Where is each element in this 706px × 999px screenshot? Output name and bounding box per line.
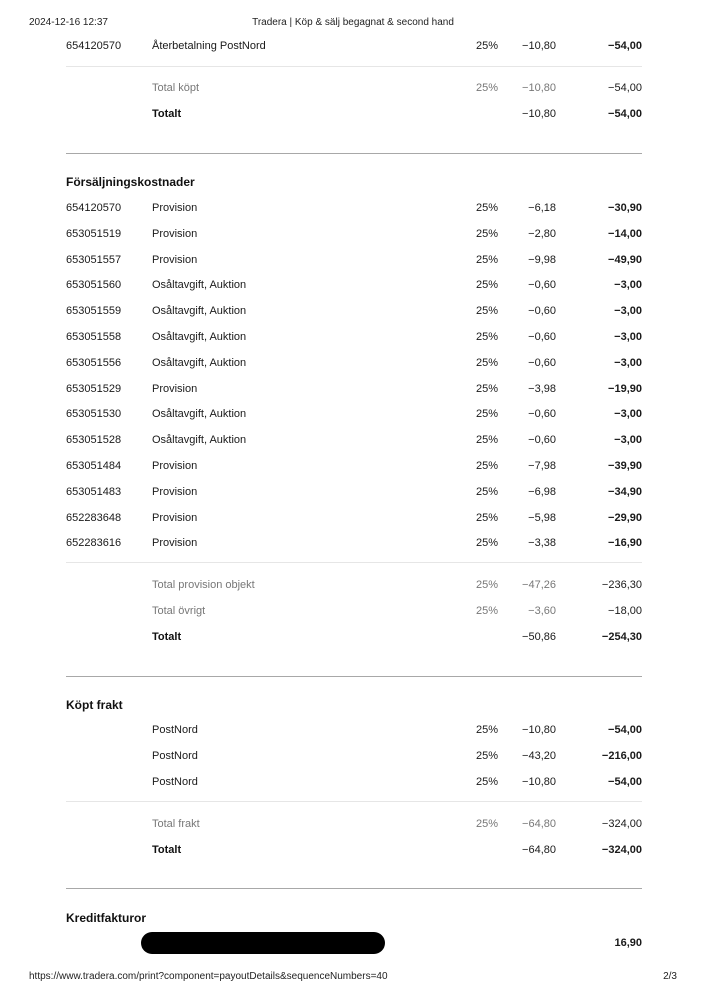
summary-row xyxy=(0,814,706,834)
page-number: 2/3 xyxy=(663,971,677,982)
row-total: −324,00 xyxy=(601,818,642,830)
row-description: Totalt xyxy=(152,630,182,643)
credit-invoice-row xyxy=(0,933,706,953)
row-total: −236,30 xyxy=(601,579,642,591)
row-total: −3,00 xyxy=(614,279,642,292)
row-description: Total frakt xyxy=(152,818,200,830)
row-id: 653051560 xyxy=(66,279,122,292)
row-id: 653051519 xyxy=(66,227,122,240)
row-id: 653051529 xyxy=(66,382,122,395)
row-vat-amount: −3,38 xyxy=(528,537,556,550)
row-id: 653051528 xyxy=(66,434,122,447)
row-vat-amount: −3,60 xyxy=(528,604,556,617)
table-row xyxy=(0,430,706,450)
row-vat-rate: 25% xyxy=(475,382,498,395)
row-description: PostNord xyxy=(152,775,198,788)
row-vat-amount: −5,98 xyxy=(528,511,556,524)
row-description: Total övrigt xyxy=(152,604,206,617)
table-row xyxy=(0,533,706,553)
table-row xyxy=(0,404,706,424)
row-total: −3,00 xyxy=(614,331,642,343)
row-vat-amount: −3,98 xyxy=(528,382,556,395)
section-divider xyxy=(66,153,642,154)
row-vat-amount: −7,98 xyxy=(528,460,556,472)
row-total: −54,00 xyxy=(608,107,642,120)
row-description: Provision xyxy=(152,253,198,266)
row-description: Total provision objekt xyxy=(152,579,255,591)
row-total: −14,00 xyxy=(608,227,642,240)
row-description: Osåltavgift, Auktion xyxy=(152,434,247,447)
table-row xyxy=(0,327,706,347)
row-total: −30,90 xyxy=(608,202,642,214)
row-description: Provision xyxy=(152,460,198,472)
row-divider xyxy=(66,801,642,802)
row-description: Provision xyxy=(152,485,198,498)
row-description: Osåltavgift, Auktion xyxy=(152,279,247,292)
row-vat-amount: −2,80 xyxy=(528,227,556,240)
row-vat-amount: −0,60 xyxy=(528,305,556,318)
table-row xyxy=(0,275,706,295)
row-vat-rate: 25% xyxy=(475,511,498,524)
row-vat-rate: 25% xyxy=(475,408,498,421)
print-page-title: Tradera | Köp & sälj begagnat & second hand xyxy=(252,17,454,28)
table-row xyxy=(0,250,706,270)
summary-row xyxy=(0,575,706,595)
total-row xyxy=(0,627,706,647)
table-row xyxy=(0,198,706,218)
row-vat-rate: 25% xyxy=(475,604,498,617)
row-vat-amount: −47,26 xyxy=(522,579,556,591)
table-row xyxy=(0,301,706,321)
row-id: 653051559 xyxy=(66,305,122,318)
table-row xyxy=(0,746,706,766)
row-description: Provision xyxy=(152,202,198,214)
row-vat-rate: 25% xyxy=(475,579,498,591)
section-title-credit-invoices: Kreditfakturor xyxy=(66,911,147,925)
row-description: Provision xyxy=(152,227,198,240)
row-total: −216,00 xyxy=(601,749,642,762)
total-row xyxy=(0,840,706,860)
section-title-sales-costs: Försäljningskostnader xyxy=(66,175,195,189)
row-vat-rate: 25% xyxy=(475,253,498,266)
row-id: 653051530 xyxy=(66,408,122,421)
row-total: −3,00 xyxy=(614,434,642,447)
summary-row xyxy=(0,78,706,98)
row-vat-amount: −10,80 xyxy=(522,724,556,736)
row-vat-rate: 25% xyxy=(475,305,498,318)
row-description: Totalt xyxy=(152,843,182,856)
row-id: 654120570 xyxy=(66,40,122,52)
row-description: Provision xyxy=(152,537,198,550)
table-row xyxy=(0,224,706,244)
row-description: Totalt xyxy=(152,107,182,120)
row-vat-rate: 25% xyxy=(475,460,498,472)
row-total: −3,00 xyxy=(614,305,642,318)
row-total: 16,90 xyxy=(614,937,642,949)
row-id: 653051483 xyxy=(66,485,122,498)
table-row xyxy=(0,720,706,740)
row-total: −19,90 xyxy=(608,382,642,395)
row-id: 653051558 xyxy=(66,331,122,343)
row-vat-rate: 25% xyxy=(475,749,498,762)
row-vat-amount: −43,20 xyxy=(522,749,556,762)
row-vat-amount: −64,80 xyxy=(522,818,556,830)
row-vat-amount: −10,80 xyxy=(522,40,556,52)
row-total: −16,90 xyxy=(608,537,642,550)
section-divider xyxy=(66,888,642,889)
print-url: https://www.tradera.com/print?component=payoutDetails&sequenceNumbers=40 xyxy=(29,971,388,982)
row-total: −54,00 xyxy=(608,40,642,52)
row-total: −54,00 xyxy=(608,82,642,94)
row-description: Osåltavgift, Auktion xyxy=(152,305,247,318)
summary-row xyxy=(0,601,706,621)
row-total: −39,90 xyxy=(608,460,642,472)
row-total: −34,90 xyxy=(608,485,642,498)
row-total: −3,00 xyxy=(614,356,642,369)
row-vat-amount: −0,60 xyxy=(528,331,556,343)
row-total: −49,90 xyxy=(608,253,642,266)
table-row xyxy=(0,379,706,399)
row-description: Provision xyxy=(152,382,198,395)
row-vat-rate: 25% xyxy=(475,434,498,447)
row-vat-amount: −0,60 xyxy=(528,279,556,292)
row-vat-rate: 25% xyxy=(475,331,498,343)
row-total: −18,00 xyxy=(608,604,642,617)
row-total: −29,90 xyxy=(608,511,642,524)
row-description: Osåltavgift, Auktion xyxy=(152,331,247,343)
row-vat-rate: 25% xyxy=(475,485,498,498)
row-total: −254,30 xyxy=(601,630,642,643)
print-datetime: 2024-12-16 12:37 xyxy=(29,17,108,28)
row-vat-rate: 25% xyxy=(475,40,498,52)
row-total: −3,00 xyxy=(614,408,642,421)
row-vat-amount: −64,80 xyxy=(522,843,556,856)
row-total: −54,00 xyxy=(608,775,642,788)
row-vat-amount: −10,80 xyxy=(522,775,556,788)
row-id: 653051556 xyxy=(66,356,122,369)
row-vat-rate: 25% xyxy=(475,775,498,788)
row-vat-rate: 25% xyxy=(475,202,498,214)
row-vat-rate: 25% xyxy=(475,537,498,550)
row-description: Provision xyxy=(152,511,198,524)
row-id: 654120570 xyxy=(66,202,122,214)
row-vat-amount: −10,80 xyxy=(522,82,556,94)
row-id: 652283648 xyxy=(66,511,122,524)
row-id: 652283616 xyxy=(66,537,122,550)
row-divider xyxy=(66,66,642,67)
row-vat-rate: 25% xyxy=(475,818,498,830)
row-vat-rate: 25% xyxy=(475,279,498,292)
row-divider xyxy=(66,562,642,563)
table-row xyxy=(0,772,706,792)
total-row xyxy=(0,104,706,124)
section-title-bought-shipping: Köpt frakt xyxy=(66,698,123,712)
row-id: 653051484 xyxy=(66,460,122,472)
row-vat-rate: 25% xyxy=(475,82,498,94)
table-row xyxy=(0,482,706,502)
row-description: Osåltavgift, Auktion xyxy=(152,356,247,369)
row-vat-amount: −6,98 xyxy=(528,485,556,498)
row-vat-amount: −0,60 xyxy=(528,434,556,447)
row-vat-amount: −50,86 xyxy=(522,630,556,643)
row-vat-amount: −9,98 xyxy=(528,253,556,266)
row-description: Osåltavgift, Auktion xyxy=(152,408,247,421)
row-description: Återbetalning PostNord xyxy=(152,40,266,52)
table-row xyxy=(0,353,706,373)
row-description: Total köpt xyxy=(152,82,200,94)
table-row xyxy=(0,456,706,476)
section-divider xyxy=(66,676,642,677)
row-description: PostNord xyxy=(152,749,198,762)
table-row xyxy=(0,508,706,528)
row-vat-amount: −6,18 xyxy=(528,202,556,214)
row-id: 653051557 xyxy=(66,253,122,266)
row-vat-rate: 25% xyxy=(475,724,498,736)
row-total: −54,00 xyxy=(608,724,642,736)
table-row xyxy=(0,36,706,56)
row-vat-amount: −0,60 xyxy=(528,408,556,421)
row-total: −324,00 xyxy=(601,843,642,856)
row-description: PostNord xyxy=(152,724,198,736)
row-vat-rate: 25% xyxy=(475,227,498,240)
row-vat-amount: −0,60 xyxy=(528,356,556,369)
row-vat-rate: 25% xyxy=(475,356,498,369)
row-vat-amount: −10,80 xyxy=(522,107,556,120)
